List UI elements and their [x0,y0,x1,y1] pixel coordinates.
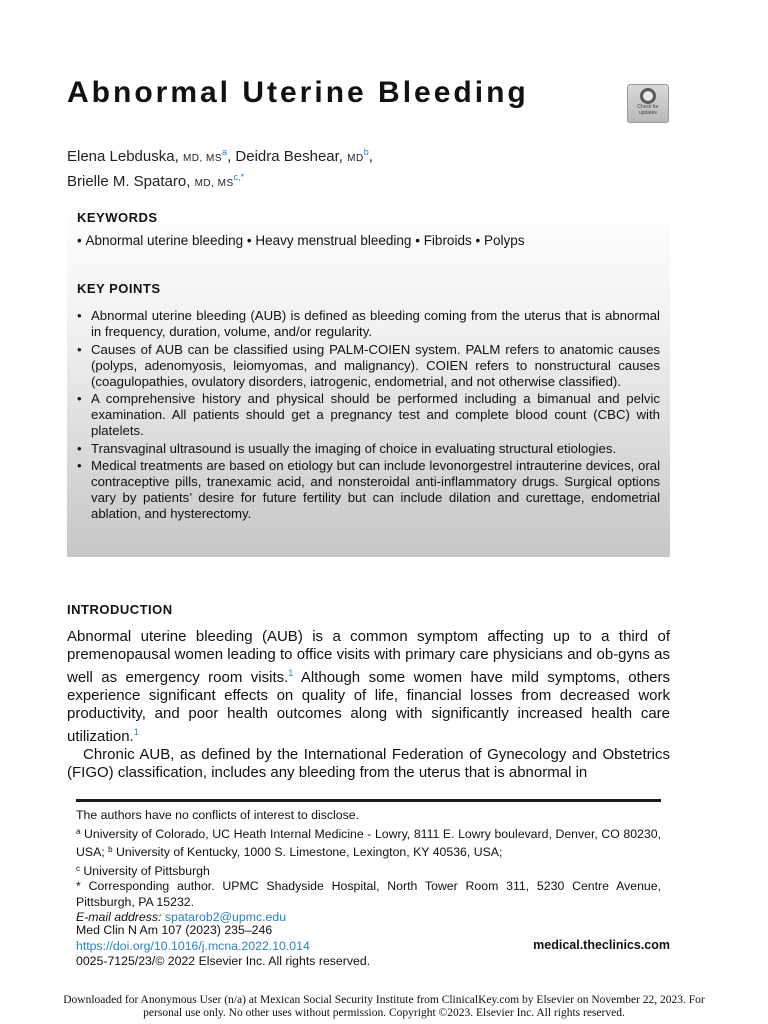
reference-link[interactable]: 1 [133,727,139,737]
footnotes [76,808,661,926]
key-point-item: • Abnormal uterine bleeding (AUB) is defined as bleeding coming from the uterus that is abnormal in frequency, duration, volume, and/or regularity. [77,308,660,340]
author-credentials: MD, MS [182,153,223,164]
email-label: E-mail address: [76,910,162,924]
key-point-item: • Medical treatments are based on etiology but can include levonorgestrel intrauterine devices, oral contraceptive pills, tranexamic acid, and nonsteroidal anti-inflammatory drugs. Surgical options vary by patients’ desire for future fertility but can include dilation and curettage, endometrial ablation, and hysterectomy. [77,458,660,522]
author-credentials: MD, MS [194,178,234,189]
affiliations [76,824,661,861]
affiliation-c [76,861,661,880]
keywords-list [77,233,660,248]
author-separator: , [368,148,373,165]
affiliation-mark[interactable]: a [222,147,228,157]
affiliation-text: University of Pittsburgh [80,863,210,878]
keyword-item: • Heavy menstrual bleeding [247,233,412,248]
download-notice: Downloaded for Anonymous User (n/a) at Mexican Social Security Institute from ClinicalKey.com by Elsevier on November 22, 2023. For personal use only. No other uses without permission. Copyright ©2023. Elsevier Inc. All rights reserved. [63,994,705,1019]
keywords-heading: KEYWORDS [77,210,158,225]
keyword-item: • Fibroids [415,233,472,248]
keyword-item: • Polyps [475,233,524,248]
key-points-list [77,308,660,522]
keyword-item: • Abnormal uterine bleeding [77,233,243,248]
copyright-line: 0025-7125/23/© 2022 Elsevier Inc. All rights reserved. [76,954,371,968]
paragraph-text: Although some women have mild symptoms, others experience significant effects on quality of life, financial losses from decreased work productivity, and poor health outcomes along with significantly increased health care utilization. [67,669,670,745]
author-credentials: MD [347,153,364,164]
key-point-item: • Causes of AUB can be classified using PALM-COIEN system. PALM refers to anatomic causes (polyps, adenomyosis, leiomyomas, and malignancy). COIEN refers to nonstructural causes (coagulopathies, ovulatory disorders, iatrogenic, endometrial, and not otherwise classified). [77,342,660,390]
journal-site: medical.theclinics.com [533,938,670,952]
affiliation-mark: c [76,863,80,873]
affiliation-mark: a [76,826,81,836]
affiliation-mark[interactable]: c,* [233,172,245,182]
corresponding-author: * Corresponding author. UPMC Shadyside Hospital, North Tower Room 311, 5230 Centre Avenue, Pittsburgh, PA 15232. [76,879,661,909]
author-line-1 [67,143,373,168]
article-title: Abnormal Uterine Bleeding [67,76,529,109]
affiliation-text: University of Colorado, UC Heath Internal Medicine - Lowry, 8111 E. Lowry boulevard, Denver, CO 80230, USA; [76,826,661,859]
affiliation-mark[interactable]: b [363,147,369,157]
conflict-statement: The authors have no conflicts of interest to disclose. [76,808,359,822]
introduction-body [67,628,670,782]
footnote-divider [76,799,661,802]
check-for-updates-icon [640,88,656,104]
check-for-updates-label: Check for updates [637,104,659,116]
doi-link[interactable]: https://doi.org/10.1016/j.mcna.2022.10.014 [76,938,310,953]
key-point-item: • Transvaginal ultrasound is usually the imaging of choice in evaluating structural etiologies. [77,441,660,457]
author-list [67,143,373,193]
journal-citation: Med Clin N Am 107 (2023) 235–246 [76,923,273,937]
introduction-heading: INTRODUCTION [67,602,173,617]
affiliation-text: University of Kentucky, 1000 S. Limestone, Lexington, KY 40536, USA; [112,845,503,859]
author-name: Deidra Beshear, [235,148,343,165]
reference-link[interactable]: 1 [288,668,294,678]
author-name: Elena Lebduska, [67,148,179,165]
author-name: Brielle M. Spataro, [67,173,191,190]
paragraph: Chronic AUB, as defined by the International Federation of Gynecology and Obstetrics (FIGO) classification, includes any bleeding from the uterus that is abnormal in [67,746,670,781]
check-for-updates-badge[interactable] [627,84,669,123]
author-line-2 [67,168,373,193]
paragraph-text: Abnormal uterine bleeding (AUB) is a common symptom affecting up to a third of premenopausal women leading to office visits with primary care physicians and ob-gyns as well as emergency room visits. [67,628,670,686]
affiliation-mark: b [108,845,113,854]
key-points-heading: KEY POINTS [77,281,161,296]
keywords-keypoints-box [67,203,670,557]
author-separator: , [227,148,232,165]
key-point-item: • A comprehensive history and physical should be performed including a bimanual and pelvic examination. All patients should get a pregnancy test and complete blood count (CBC) with platelets. [77,391,660,439]
paragraph [67,628,670,746]
email-link[interactable]: spatarob2@upmc.edu [164,910,287,924]
